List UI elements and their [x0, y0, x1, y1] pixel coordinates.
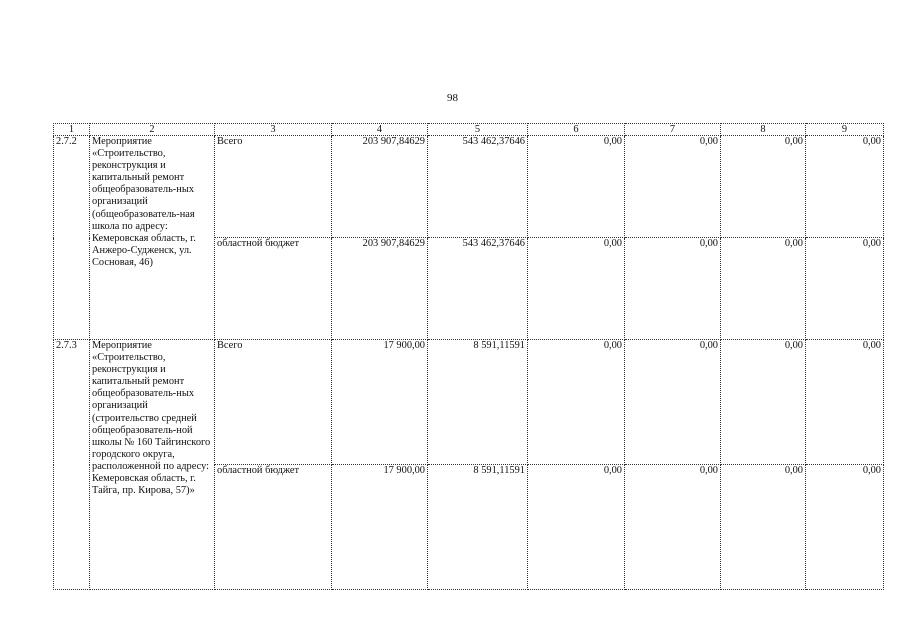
value-cell: 0,00 — [625, 465, 721, 590]
value-cell: 0,00 — [721, 465, 806, 590]
value-cell: 0,00 — [528, 238, 625, 340]
value-cell: 0,00 — [528, 136, 625, 238]
value-cell: 0,00 — [625, 136, 721, 238]
value-cell: 0,00 — [806, 340, 884, 465]
header-cell: 1 — [54, 124, 90, 136]
value-cell: 0,00 — [806, 465, 884, 590]
item-name: Мероприятие «Строительство, реконструкция и капитальный ремонт общеобразователь-ных организаций (строительство средней общеобразователь-ной школы № 160 Тайгинского городского округа, расположенной по адресу: Кемеровская область, г. Тайга, пр. Кирова, 57)» — [90, 340, 215, 590]
value-cell: 17 900,00 — [332, 465, 428, 590]
value-cell: 17 900,00 — [332, 340, 428, 465]
value-cell: 543 462,37646 — [428, 136, 528, 238]
value-cell: 0,00 — [721, 238, 806, 340]
header-cell: 3 — [215, 124, 332, 136]
value-cell: 0,00 — [528, 340, 625, 465]
item-code: 2.7.3 — [54, 340, 90, 590]
header-row — [54, 124, 884, 136]
value-cell: 8 591,11591 — [428, 465, 528, 590]
table-row — [54, 340, 884, 465]
value-cell: 8 591,11591 — [428, 340, 528, 465]
value-cell: 0,00 — [625, 238, 721, 340]
value-cell: 203 907,84629 — [332, 238, 428, 340]
funding-source: областной бюджет — [215, 465, 332, 590]
value-cell: 0,00 — [806, 238, 884, 340]
header-cell: 8 — [721, 124, 806, 136]
header-cell: 2 — [90, 124, 215, 136]
value-cell: 0,00 — [528, 465, 625, 590]
value-cell: 0,00 — [721, 340, 806, 465]
funding-source: Всего — [215, 136, 332, 238]
page-number: 98 — [447, 92, 458, 104]
item-code: 2.7.2 — [54, 136, 90, 340]
value-cell: 0,00 — [721, 136, 806, 238]
value-cell: 543 462,37646 — [428, 238, 528, 340]
budget-table — [53, 123, 884, 590]
header-cell: 7 — [625, 124, 721, 136]
item-name: Мероприятие «Строительство, реконструкция и капитальный ремонт общеобразователь-ных организаций (общеобразователь-ная школа по адресу: Кемеровская область, г. Анжеро-Судженск, ул. Сосновая, 46) — [90, 136, 215, 340]
header-cell: 4 — [332, 124, 428, 136]
value-cell: 0,00 — [806, 136, 884, 238]
funding-source: областной бюджет — [215, 238, 332, 340]
value-cell: 203 907,84629 — [332, 136, 428, 238]
table-row — [54, 136, 884, 238]
header-cell: 9 — [806, 124, 884, 136]
header-cell: 5 — [428, 124, 528, 136]
header-cell: 6 — [528, 124, 625, 136]
funding-source: Всего — [215, 340, 332, 465]
value-cell: 0,00 — [625, 340, 721, 465]
